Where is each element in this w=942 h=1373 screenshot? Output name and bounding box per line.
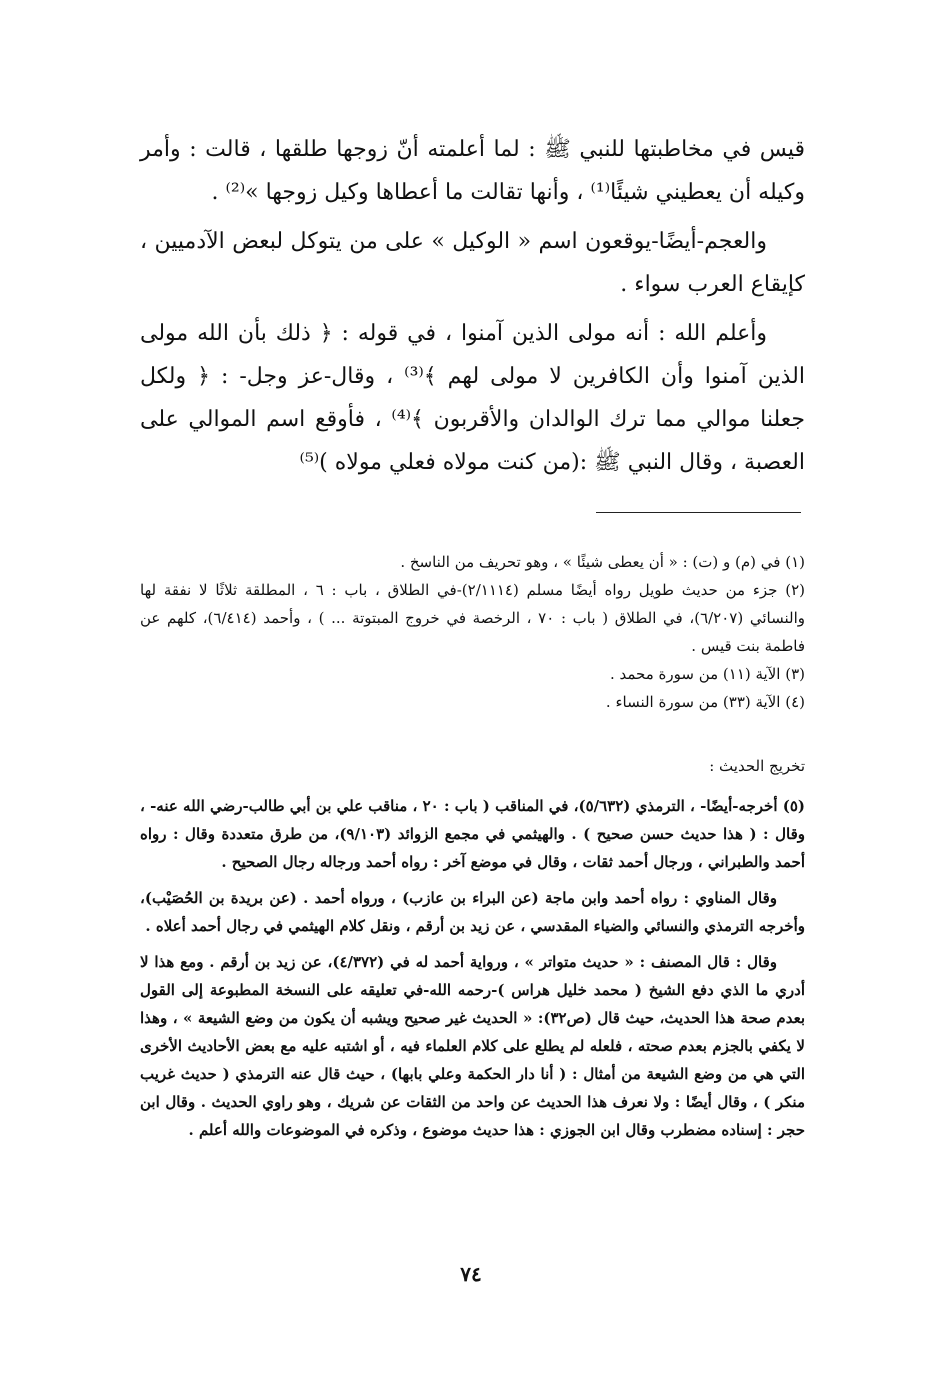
takhrij-section — [140, 792, 805, 1144]
footnote-3: (٣) الآية (١١) من سورة محمد . — [609, 665, 805, 683]
footnotes — [140, 548, 805, 716]
main-paragraph-1: قيس في مخاطبتها للنبي ﷺ : لما أعلمته أنّ زوجها طلقها ، قالت : وأمر وكيله أن يعطيني شيئًا⁽¹⁾ ، وأنها تقالت ما أعطاها وكيل زوجها »⁽²⁾ . — [140, 137, 805, 205]
footnote-1: (١) في (م) و (ت) : « أن يعطى شيئًا » ، وهو تحريف من الناسخ . — [400, 553, 805, 571]
page-number: ٧٤ — [460, 1262, 482, 1286]
footnote-2: (٢) جزء من حديث طويل رواه أيضًا مسلم (٢/١١١٤)-في الطلاق ، باب : ٦ ، المطلقة ثلاثًا لا نفقة لها والنسائي (٦/٢٠٧)، في الطلاق ( باب : ٧٠ ، الرخصة في خروج المبتوتة ... ) ، وأحمد (٦/٤١٤)، كلهم عن فاطمة بنت قيس . — [140, 581, 805, 655]
main-text — [140, 128, 805, 484]
footnote-4: (٤) الآية (٣٣) من سورة النساء . — [605, 693, 805, 711]
takhrij-paragraph-2: وقال المناوي : رواه أحمد وابن ماجة (عن البراء بن عازب) ، ورواه أحمد . (عن بريدة بن الحُصَيْب)، وأخرجه الترمذي والنسائي والضياء المقدسي ، عن زيد بن أرقم ، ونقل كلام الهيثمي في رجال أحمد أعلاه . — [140, 889, 805, 935]
main-paragraph-3: وأعلم الله : أنه مولى الذين آمنوا ، في قوله : ﴿ ذلك بأن الله مولى الذين آمنوا وأن الكافرين لا مولى لهم ﴾⁽³⁾ ، وقال-عز وجل- : ﴿ ولكل جعلنا موالي مما ترك الوالدان والأقربون ﴾⁽⁴⁾ ، فأوقع اسم الموالي على العصبة ، وقال النبي ﷺ :(من كنت مولاه فعلي مولاه )⁽⁵⁾ — [140, 321, 805, 475]
takhrij-paragraph-1: (٥) أخرجه-أيضًا- ، الترمذي (٥/٦٣٢)، في المناقب ( باب : ٢٠ ، مناقب علي بن أبي طالب-رضي الله عنه- ، وقال : ( هذا حديث حسن صحيح ) . والهيثمي في مجمع الزوائد (٩/١٠٣)، من طرق متعددة وقال : رواه أحمد والطبراني ، ورجال أحمد ثقات ، وقال في موضع آخر : رواه أحمد ورجاله رجال الصحيح . — [140, 797, 805, 871]
footnote-separator — [596, 512, 801, 513]
takhrij-heading: تخريج الحديث : — [709, 757, 805, 775]
main-paragraph-2: والعجم-أيضًا-يوقعون اسم « الوكيل » على من يتوكل لبعض الآدميين ، كإيقاع العرب سواء . — [140, 229, 805, 297]
takhrij-paragraph-3: وقال : قال المصنف : « حديث متواتر » ، ورواية أحمد له في (٤/٣٧٢)، عن زيد بن أرقم . ومع هذا لا أدري ما الذي دفع الشيخ ( محمد خليل هراس )-رحمه الله-في تعليقه على النسخة المطبوعة إلى القول بعدم صحة هذا الحديث، حيث قال (ص٣٢): « الحديث غير صحيح ويشبه أن يكون من وضع الشيعة » ، وهذا لا يكفي بالجزم بعدم صحته ، فلعله لم يطلع على كلام العلماء فيه ، أو اشتبه عليه مع بعض الأحاديث الأخرى التي هي من وضع الشيعة من أمثال : ( أنا دار الحكمة وعلي بابها) ، حيث قال عنه الترمذي ( حديث غريب منكر ) ، وقال أيضًا : ولا نعرف هذا الحديث عن واحد من الثقات عن شريك ، وهو راوي الحديث . وقال ابن حجر : إسناده مضطرب وقال ابن الجوزي : هذا حديث موضوع ، وذكره في الموضوعات والله أعلم . — [140, 953, 805, 1139]
